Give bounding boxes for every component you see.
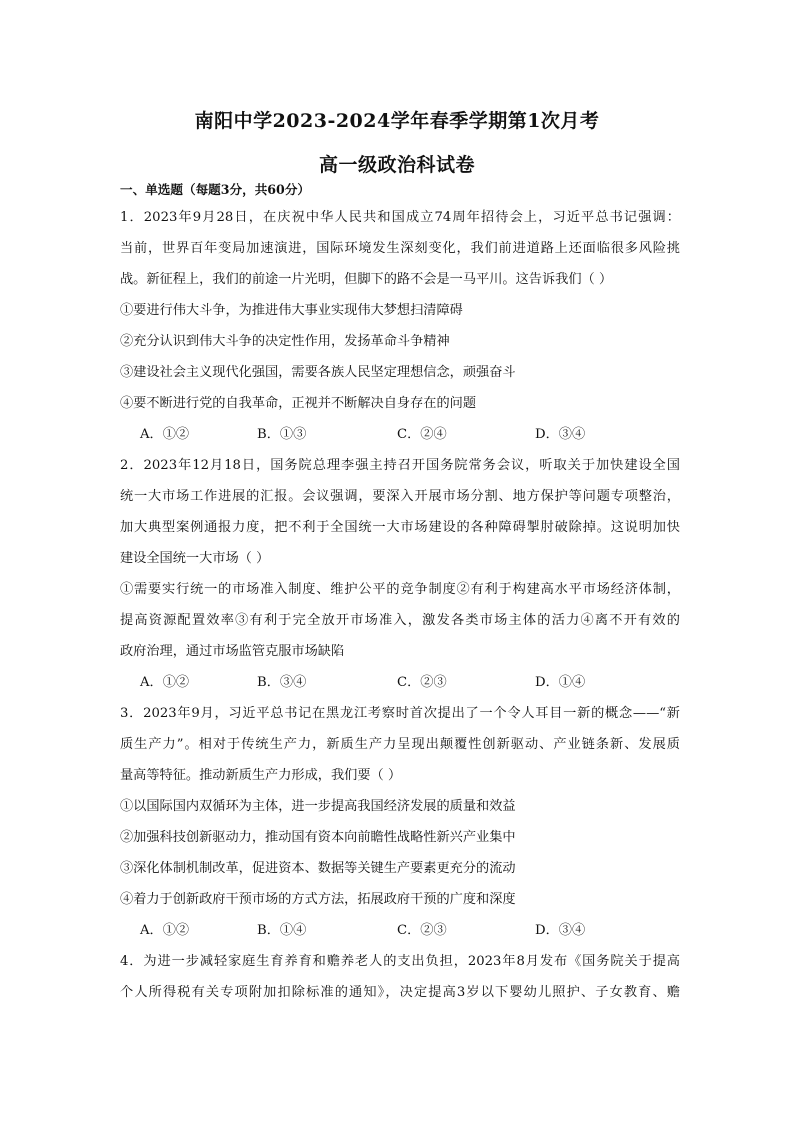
question-text-line: 个人所得税有关专项附加扣除标准的通知》，决定提高3岁以下婴幼儿照护、子女教育、赡 xyxy=(120,985,680,1000)
question-4 xyxy=(120,946,680,1008)
section-heading: 一、单选题（每题3分，共60分） xyxy=(120,182,311,197)
option-a: A．①② xyxy=(140,427,190,442)
question-text-line: 统一大市场工作进展的汇报。会议强调，要深入开展市场分割、地方保护等问题专项整治， xyxy=(120,489,680,504)
option-b: B．①④ xyxy=(257,923,307,938)
question-text-line: 质生产力”。相对于传统生产力，新质生产力呈现出颠覆性创新驱动、产业链条新、发展质 xyxy=(120,737,680,752)
question-1 xyxy=(120,202,680,450)
statement-item: ③深化体制机制改革，促进资本、数据等关键生产要素更充分的流动 xyxy=(120,861,516,876)
option-b: B．①③ xyxy=(257,427,307,442)
statement-item: ④要不断进行党的自我革命，正视并不断解决自身存在的问题 xyxy=(120,396,477,411)
statement-item: 提高资源配置效率③有利于完全放开市场准入，激发各类市场主体的活力④离不开有效的 xyxy=(120,613,680,628)
answer-options xyxy=(120,419,680,450)
question-3 xyxy=(120,698,680,946)
answer-options xyxy=(120,667,680,698)
statement-item: ③建设社会主义现代化强国，需要各族人民坚定理想信念，顽强奋斗 xyxy=(120,365,516,380)
question-text-line: 量高等特征。推动新质生产力形成，我们要（ ） xyxy=(120,768,402,783)
statement-item: 政府治理，通过市场监管克服市场缺陷 xyxy=(120,644,345,659)
option-c: C．②④ xyxy=(397,427,447,442)
option-c: C．②③ xyxy=(397,675,447,690)
exam-content xyxy=(120,180,680,1008)
option-b: B．③④ xyxy=(257,675,307,690)
question-text-line: 当前，世界百年变局加速演进，国际环境发生深刻变化，我们前进道路上还面临很多风险挑 xyxy=(120,241,680,256)
option-d: D．③④ xyxy=(535,923,586,938)
statement-item: ①需要实行统一的市场准入制度、维护公平的竞争制度②有利于构建高水平市场经济体制， xyxy=(120,582,680,597)
question-text-line: 建设全国统一大市场（ ） xyxy=(120,551,270,566)
answer-options xyxy=(120,915,680,946)
option-a: A．①② xyxy=(140,923,190,938)
question-text-line: 3．2023年9月，习近平总书记在黑龙江考察时首次提出了一个令人耳目一新的概念——“新 xyxy=(120,706,680,721)
statement-item: ②加强科技创新驱动力，推动国有资本向前瞻性战略性新兴产业集中 xyxy=(120,830,516,845)
option-c: C．②③ xyxy=(397,923,447,938)
exam-title: 南阳中学2023-2024学年春季学期第1次月考 xyxy=(194,110,600,132)
question-text-line: 加大典型案例通报力度，把不利于全国统一大市场建设的各种障碍掣肘破除掉。这说明加快 xyxy=(120,520,680,535)
statement-item: ②充分认识到伟大斗争的决定性作用，发扬革命斗争精神 xyxy=(120,334,450,349)
question-2 xyxy=(120,450,680,698)
question-text-line: 1．2023年9月28日，在庆祝中华人民共和国成立74周年招待会上，习近平总书记强调： xyxy=(120,210,680,225)
question-text-line: 4．为进一步减轻家庭生育养育和赡养老人的支出负担，2023年8月发布《国务院关于提高 xyxy=(120,954,680,969)
option-a: A．①② xyxy=(140,675,190,690)
exam-subtitle: 高一级政治科试卷 xyxy=(318,154,475,176)
option-d: D．③④ xyxy=(535,427,586,442)
statement-item: ①以国际国内双循环为主体，进一步提高我国经济发展的质量和效益 xyxy=(120,799,516,814)
statement-item: ①要进行伟大斗争，为推进伟大事业实现伟大梦想扫清障碍 xyxy=(120,303,463,318)
option-d: D．①④ xyxy=(535,675,586,690)
question-text-line: 战。新征程上，我们的前途一片光明，但脚下的路不会是一马平川。这告诉我们（ ） xyxy=(120,272,613,287)
question-text-line: 2．2023年12月18日，国务院总理李强主持召开国务院常务会议，听取关于加快建设全国 xyxy=(120,458,680,473)
statement-item: ④着力于创新政府干预市场的方式方法，拓展政府干预的广度和深度 xyxy=(120,892,516,907)
